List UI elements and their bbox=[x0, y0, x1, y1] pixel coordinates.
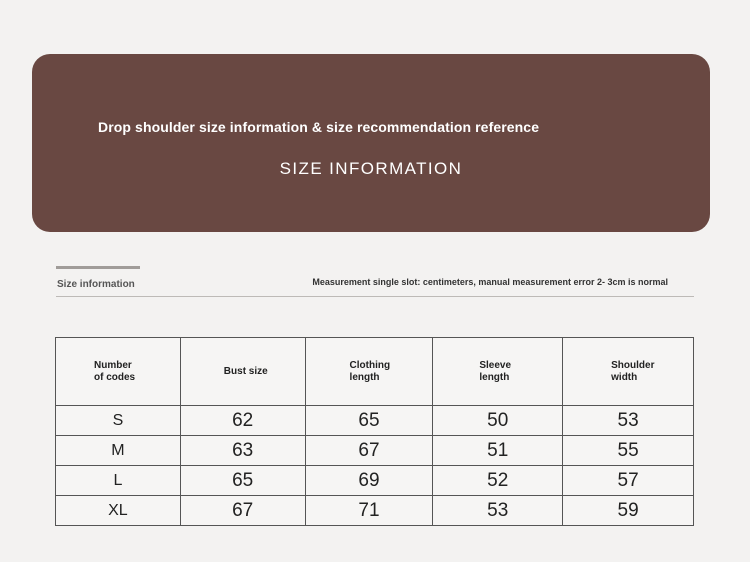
size-cell: XL bbox=[56, 496, 181, 526]
header-bust-size bbox=[180, 338, 305, 406]
size-cell: L bbox=[56, 466, 181, 496]
header-text: width bbox=[611, 371, 638, 383]
shoulder-cell: 55 bbox=[563, 436, 694, 466]
table-row bbox=[56, 406, 694, 436]
header-text: Sleeve bbox=[479, 359, 512, 371]
measurement-note: Measurement single slot: centimeters, manual measurement error 2- 3cm is normal bbox=[312, 277, 668, 287]
bust-cell: 67 bbox=[180, 496, 305, 526]
header-text: length bbox=[479, 371, 510, 383]
header-sleeve-length bbox=[433, 338, 563, 406]
banner-subtitle: Drop shoulder size information & size recommendation reference bbox=[98, 119, 540, 135]
info-accent-line bbox=[56, 266, 140, 269]
header-text: of codes bbox=[94, 371, 136, 383]
size-cell: M bbox=[56, 436, 181, 466]
size-table bbox=[55, 337, 694, 526]
table-row bbox=[56, 436, 694, 466]
header-text: Bust size bbox=[223, 365, 268, 377]
bust-cell: 65 bbox=[180, 466, 305, 496]
sleeve-cell: 51 bbox=[433, 436, 563, 466]
length-cell: 71 bbox=[305, 496, 433, 526]
bust-cell: 62 bbox=[180, 406, 305, 436]
sleeve-cell: 52 bbox=[433, 466, 563, 496]
info-divider bbox=[56, 296, 694, 297]
table-row bbox=[56, 496, 694, 526]
info-bar bbox=[56, 266, 694, 297]
shoulder-cell: 59 bbox=[563, 496, 694, 526]
header-text: length bbox=[349, 371, 380, 383]
header-text: Shoulder bbox=[611, 359, 655, 371]
header-banner bbox=[32, 54, 710, 232]
sleeve-cell: 53 bbox=[433, 496, 563, 526]
header-text: Number bbox=[94, 359, 132, 371]
header-shoulder-width bbox=[563, 338, 694, 406]
table-row bbox=[56, 466, 694, 496]
bust-cell: 63 bbox=[180, 436, 305, 466]
header-clothing-length bbox=[305, 338, 433, 406]
banner-title: SIZE INFORMATION bbox=[279, 159, 463, 178]
size-cell: S bbox=[56, 406, 181, 436]
length-cell: 65 bbox=[305, 406, 433, 436]
sleeve-cell: 50 bbox=[433, 406, 563, 436]
shoulder-cell: 53 bbox=[563, 406, 694, 436]
length-cell: 69 bbox=[305, 466, 433, 496]
table-header-row bbox=[56, 338, 694, 406]
header-number-of-codes bbox=[56, 338, 181, 406]
header-text: Clothing bbox=[349, 359, 391, 371]
length-cell: 67 bbox=[305, 436, 433, 466]
shoulder-cell: 57 bbox=[563, 466, 694, 496]
info-label: Size information bbox=[57, 279, 135, 290]
